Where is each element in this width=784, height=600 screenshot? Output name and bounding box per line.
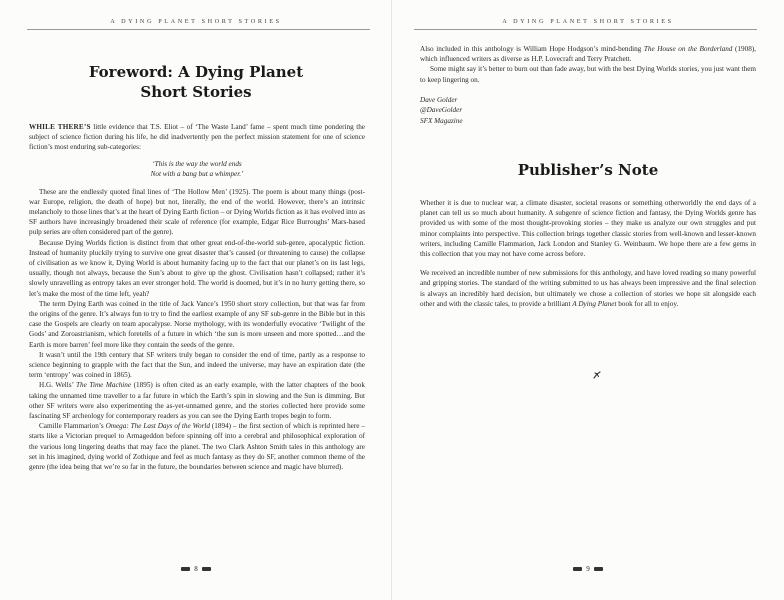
foreword-paragraph-6: H.G. Wells’ The Time Machine (1895) is often cited as an early example, with the latter chapters of the book taking the unnamed time traveller to a far future in which the Earth’s spin in slowing and the Sun is dimming. But other SF writers were also experimenting the as-yet-unnamed genre, and the stories collected here provide some fascinating SF archeology for contemporary readers as you can see the Dying Earth tropes begin to form.	[29, 381, 365, 421]
author-signature	[420, 95, 756, 127]
right-page	[392, 0, 784, 600]
foreword-title-line1: Foreword: A Dying Planet	[88, 63, 304, 81]
foreword-paragraph-1: WHILE THERE’S little evidence that T.S. Eliot – of ‘The Waste Land’ fame – spent much time pondering the subject of science fiction during his life, he did inadvertently pen the perfect mission statement for one of science fiction’s most enduring sub-categories:	[29, 123, 366, 152]
page-number-left: 8	[0, 565, 392, 573]
page-number-right: 9	[392, 565, 784, 573]
foreword-paragraph-5: It wasn’t until the 19th century that SF writers truly began to consider the end of time, partly as a response to science beginning to grapple with the fact that the Sun, and indeed the universe, may have an expiration date (the term ‘entropy’ was coined in 1865).	[29, 350, 365, 380]
signature-publication: SFX Magazine	[420, 116, 463, 125]
foreword-body	[29, 122, 365, 472]
signature-name: Dave Golder	[420, 95, 458, 104]
foreword-paragraph-7: Camille Flammarion’s Omega: The Last Days of the World (1894) – the first section of which is reprinted here – starts like a Victorian prequel to Armageddon before spinning off into a cerebral and philosophical exploration of the various long lingering deaths that may face the planet. The two Clark Ashton Smith tales in this anthology are set in his imagined, dying world of Zothique and feel as much fantasy as they do SF, another common theme of the genre (the idea being that we’re so far in the future, the boundaries between science and magic have blurred).	[29, 422, 365, 472]
foreword-paragraph-4: The term Dying Earth was coined in the title of Jack Vance’s 1950 short story collection, but that was far from the origins of the genre. It’s always fun to try to find the earliest example of any SF sub-genre in the Bible but in this case the Gospels are clearly on team apocalypse. Norse mythology, with its wonderfully evocative ‘Twilight of the Gods’ and Zoroastrianism, which foretells of a future in which ‘the sun is more unseen and more spotted…and the Earth is more barren’ feel more like they contain the seeds of the genre.	[29, 299, 365, 349]
publishers-note-body	[420, 198, 756, 309]
publishers-note-paragraph-2: We received an incredible number of new submissions for this anthology, and have loved reading so many powerful and gripping stories. The standard of the writing submitted to us has always been impressive and the final selection is always an incredibly hard decision, but ultimately we chose a collection of stories we hope sit alongside each other and with the classic tales, to provide a brilliant A Dying Planet book for all to enjoy.	[420, 269, 756, 308]
running-head-left: A DYING PLANET SHORT STORIES	[110, 18, 282, 25]
folio-ornament-icon	[181, 567, 190, 571]
header-rule-right	[414, 29, 757, 30]
foreword-paragraph-2: These are the endlessly quoted final lines of ‘The Hollow Men’ (1925). The poem is about many things (post-war Europe, religion, the death of hope) but not, literally, the end of the world. However, there’s an intrinsic melancholy to those lines that’s at the heart of Dying Earth fiction – or Dying Worlds fiction as it has evolved into as SF authors have increasingly broadened their scale of reference (for example, Edgar Rice Burroughs’ Mars-based pulp series are often considered part of the genre).	[29, 187, 365, 237]
quote-line-2: Not with a bang but a whimper.’	[150, 169, 244, 178]
foreword-title	[0, 62, 392, 102]
book-title-house-on-borderland: The House on the Borderland	[643, 45, 733, 53]
foreword-continuation	[420, 44, 756, 126]
book-title-omega: Omega: The Last Days of the World	[105, 422, 210, 431]
publishers-note-title: Publisher’s Note	[517, 161, 659, 179]
header-rule-left	[27, 29, 370, 30]
running-head-right: A DYING PLANET SHORT STORIES	[502, 18, 674, 25]
folio-ornament-icon	[202, 567, 211, 571]
publishers-note-paragraph-1: Whether it is due to nuclear war, a climate disaster, societal reasons or something otherworldly the end days of a planet can tell us so much about humanity. A subgenre of science fiction and fantasy, the Dying Worlds genre has provided us with some of the most thought-provoking stories – they make us analyze our own struggles and put minor complaints into perspective. This collection brings together classic stories from well-known and lesser-known writers, including Camille Flammarion, Jack London and Stanley G. Weinbaum. We hope there are a few gems in this collection that you may not have come across before.	[420, 199, 756, 259]
book-title-a-dying-planet: A Dying Planet	[572, 299, 617, 308]
foreword-lead-in: WHILE THERE’S	[29, 123, 91, 131]
continuation-paragraph-1: Also included in this anthology is William Hope Hodgson’s mind-bending The House on the Borderland (1908), which influenced writers as diverse as H.P. Lovecraft and Terry Pratchett.	[420, 45, 756, 64]
signature-handle: @DaveGolder	[420, 106, 463, 115]
fleuron-ornament-icon	[592, 370, 602, 380]
quote-line-1: ‘This is the way the world ends	[152, 159, 242, 168]
folio-ornament-icon	[573, 567, 582, 571]
book-title-time-machine: The Time Machine	[76, 381, 132, 390]
continuation-paragraph-2: Some might say it’s better to burn out than fade away, but with the best Dying Worlds stories, you just want them to keep lingering on.	[420, 65, 756, 84]
folio-ornament-icon	[594, 567, 603, 571]
eliot-quote	[29, 159, 365, 179]
foreword-paragraph-3: Because Dying Worlds fiction is distinct from that other great end-of-the-world sub-genre, apocalyptic fiction. Instead of humanity pluckily trying to survive one great disaster that’s caused (or threatening to cause) the collapse of civilisation as we know it, Dying World is about humanity facing up to the fact that our planet’s on its last legs, usually, though not always, because the Sun’s about to give up the ghost. Civilisation hasn’t collapsed; rather it’s slowly unravelling as entropy takes an ever stronger hold. The world is doomed, but it’s in no hurry getting there, so let’s make the most of the time left, yeah?	[29, 238, 365, 298]
foreword-title-line2: Short Stories	[140, 83, 252, 101]
